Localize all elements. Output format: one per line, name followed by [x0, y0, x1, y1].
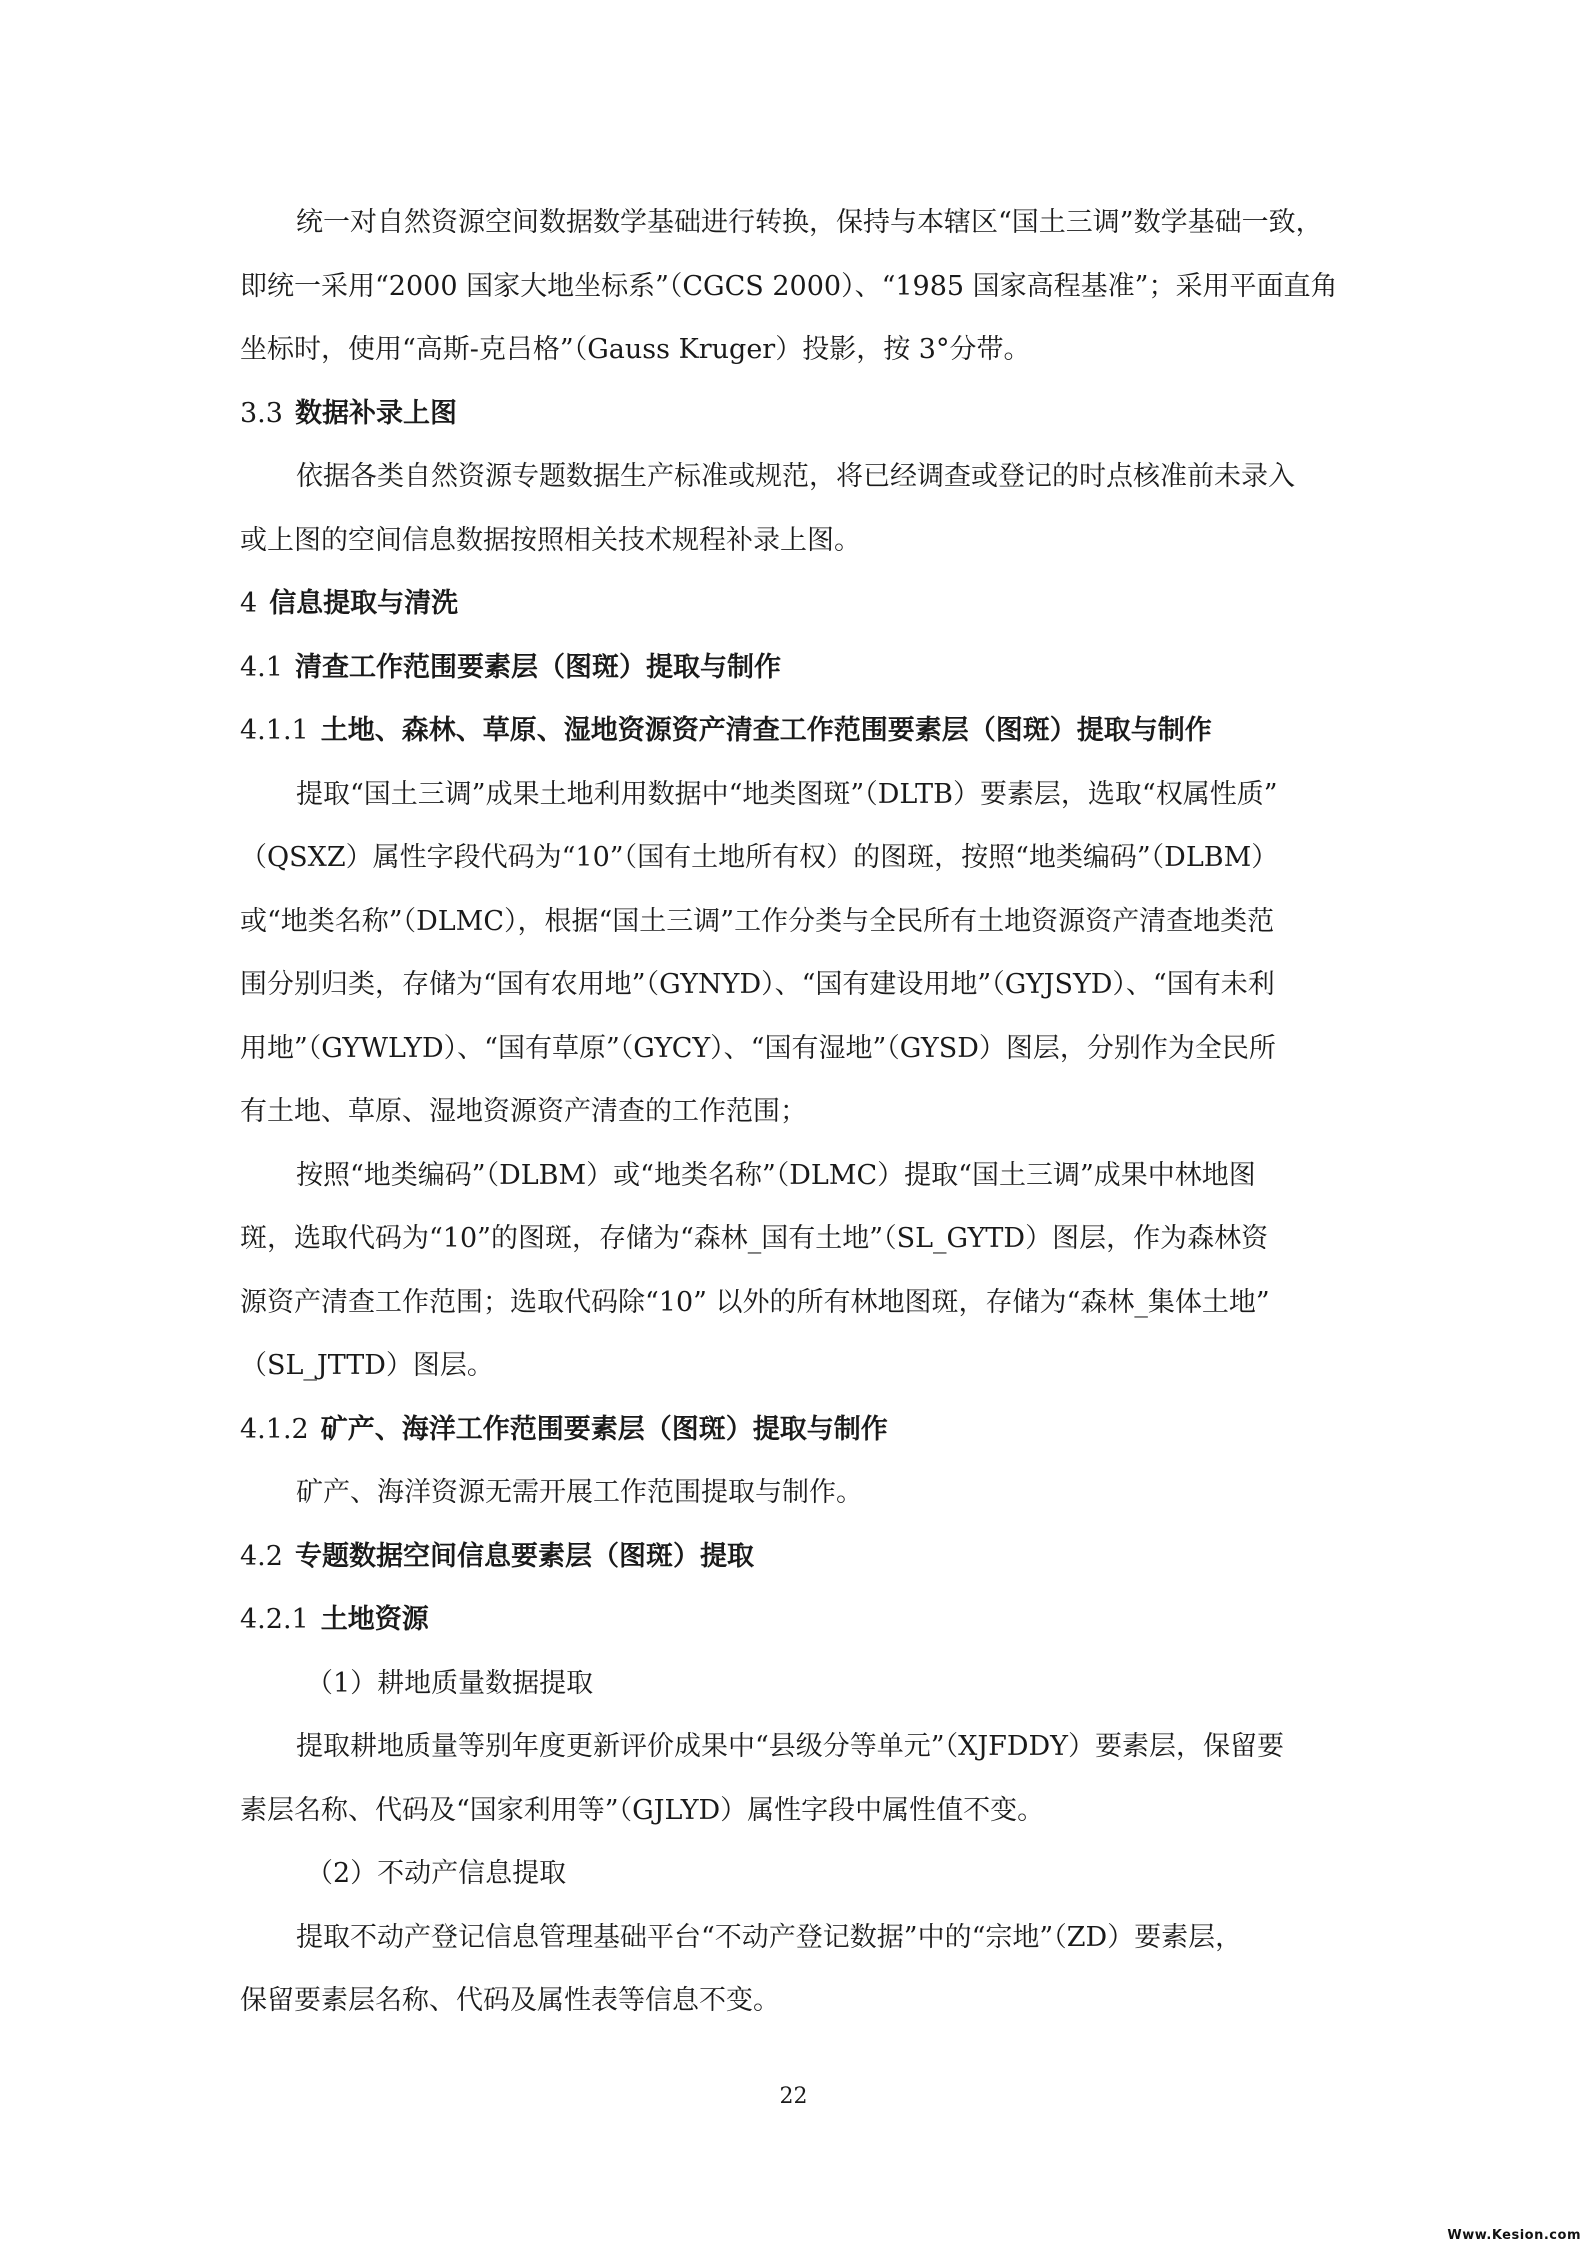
paragraph-line: 用地”（GYWLYD）、“国有草原”（GYCY）、“国有湿地”（GYSD）图层，分别作为全民所 — [240, 1032, 1276, 1064]
section-heading — [240, 1413, 1346, 1447]
section-title: 专题数据空间信息要素层（图斑）提取 — [294, 1540, 754, 1572]
paragraph-line: 即统一采用“2000 国家大地坐标系”（CGCS 2000）、“1985 国家高程基准”；采用平面直角 — [240, 270, 1338, 302]
paragraph-line: 提取不动产登记信息管理基础平台“不动产登记数据”中的“宗地”（ZD）要素层， — [296, 1921, 1243, 1953]
section-heading — [240, 1540, 1346, 1574]
section-number: 4.2.1 — [240, 1604, 309, 1635]
section-number: 4.2 — [240, 1540, 283, 1572]
section-number: 4.1 — [240, 651, 283, 683]
section-number: 4.1.1 — [240, 715, 309, 746]
section-title: 土地、森林、草原、湿地资源资产清查工作范围要素层（图斑）提取与制作 — [320, 715, 1212, 746]
section-heading — [240, 714, 1346, 748]
paragraph-line: 统一对自然资源空间数据数学基础进行转换，保持与本辖区“国土三调”数学基础一致， — [296, 207, 1323, 238]
paragraph-line: 围分别归类，存储为“国有农用地”（GYNYD）、“国有建设用地”（GYJSYD）、“国有未利 — [240, 969, 1275, 1000]
section-title: 矿产、海洋工作范围要素层（图斑）提取与制作 — [320, 1413, 888, 1445]
section-title: 信息提取与清洗 — [269, 588, 459, 619]
section-heading — [240, 1603, 1346, 1637]
paragraph-line: 保留要素层名称、代码及属性表等信息不变。 — [240, 1985, 780, 2016]
paragraph-line: （SL_JTTD）图层。 — [240, 1350, 494, 1381]
section-heading — [240, 587, 1346, 621]
section-number: 3.3 — [240, 397, 283, 429]
paragraph-line: 提取耕地质量等别年度更新评价成果中“县级分等单元”（XJFDDY）要素层，保留要 — [296, 1731, 1285, 1762]
paragraph-line: 素层名称、代码及“国家利用等”（GJLYD）属性字段中属性值不变。 — [240, 1794, 1045, 1826]
paragraph-line: 或上图的空间信息数据按照相关技术规程补录上图。 — [240, 524, 861, 556]
section-title: 土地资源 — [320, 1604, 429, 1635]
watermark: Www.Kesion.com — [1447, 2228, 1581, 2243]
paragraph-line: （QSXZ）属性字段代码为“10”（国有土地所有权）的图斑，按照“地类编码”（DLBM） — [240, 842, 1279, 873]
paragraph-line: 坐标时，使用“高斯-克吕格”（Gauss Kruger）投影，按 3°分带。 — [240, 334, 1031, 365]
paragraph-line: 或“地类名称”（DLMC），根据“国土三调”工作分类与全民所有土地资源资产清查地类范 — [240, 905, 1275, 937]
paragraph-line: 依据各类自然资源专题数据生产标准或规范，将已经调查或登记的时点核准前未录入 — [296, 461, 1295, 492]
paragraph-line: 提取“国土三调”成果土地利用数据中“地类图斑”（DLTB）要素层，选取“权属性质” — [296, 778, 1278, 810]
paragraph-line: 有土地、草原、湿地资源资产清查的工作范围； — [240, 1096, 807, 1127]
page-number: 22 — [779, 2084, 808, 2109]
section-title: 清查工作范围要素层（图斑）提取与制作 — [294, 651, 781, 683]
section-heading — [240, 651, 1346, 685]
subsection-label: （2）不动产信息提取 — [306, 1858, 567, 1889]
section-title: 数据补录上图 — [294, 397, 457, 429]
paragraph-line: 源资产清查工作范围；选取代码除“10” 以外的所有林地图斑，存储为“森林_集体土地” — [240, 1286, 1270, 1318]
section-number: 4.1.2 — [240, 1413, 309, 1445]
paragraph-line: 斑，选取代码为“10”的图斑，存储为“森林_国有土地”（SL_GYTD）图层，作为森林资 — [240, 1223, 1269, 1254]
section-heading — [240, 397, 1346, 431]
paragraph-line: 按照“地类编码”（DLBM）或“地类名称”（DLMC）提取“国土三调”成果中林地图 — [296, 1159, 1256, 1191]
section-number: 4 — [240, 588, 258, 619]
subsection-label: （1）耕地质量数据提取 — [306, 1667, 594, 1699]
paragraph-line: 矿产、海洋资源无需开展工作范围提取与制作。 — [296, 1477, 863, 1508]
